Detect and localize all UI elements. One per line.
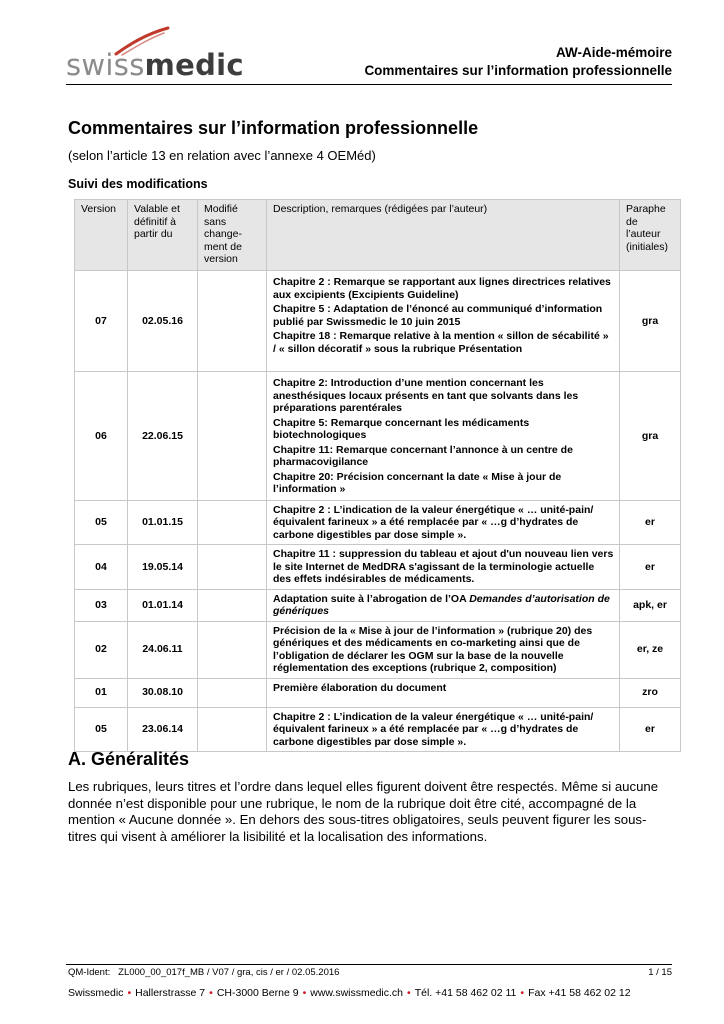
header-block (364, 44, 672, 80)
cell-date: 01.01.15 (128, 500, 198, 545)
table-row (75, 621, 681, 678)
cell-date: 02.05.16 (128, 271, 198, 372)
cell-modified (198, 372, 267, 501)
cell-modified (198, 589, 267, 621)
cell-version: 05 (75, 707, 128, 752)
cell-description (267, 271, 620, 372)
table-row (75, 271, 681, 372)
cell-description: Première élaboration du document (267, 678, 620, 707)
cell-modified (198, 271, 267, 372)
swissmedic-logo (66, 26, 246, 88)
footer-separator: • (407, 987, 411, 999)
cell-version: 04 (75, 545, 128, 590)
table-row (75, 678, 681, 707)
cell-paraphe: er, ze (620, 621, 681, 678)
footer-separator: • (520, 987, 525, 999)
cell-description: Précision de la « Mise à jour de l’information » (rubrique 20) des génériques et des médicaments en co-marketing ainsi que de l’obligation de déclarer les OGM sur la base de la nouvelle réglementation des exceptions (rubrique 2, composition) (267, 621, 620, 678)
cell-description: Chapitre 2 : L’indication de la valeur énergétique « … unité-pain/équivalent farineux » a été remplacée par « …g d’hydrates de carbone digestibles par dose simple ». (267, 500, 620, 545)
cell-date: 01.01.14 (128, 589, 198, 621)
cell-modified (198, 500, 267, 545)
section-label-modifications: Suivi des modifications (68, 177, 208, 191)
cell-date: 22.06.15 (128, 372, 198, 501)
table-row (75, 372, 681, 501)
cell-modified (198, 678, 267, 707)
cell-date: 19.05.14 (128, 545, 198, 590)
table-row (75, 545, 681, 590)
footer-separator: • (302, 987, 307, 999)
table-row (75, 500, 681, 545)
cell-paraphe: er (620, 500, 681, 545)
footer-qm-ident: QM-Ident: ZL000_00_017f_MB / V07 / gra, cis / er / 02.05.2016 (68, 967, 340, 978)
cell-description: Chapitre 11 : suppression du tableau et ajout d'un nouveau lien vers le site Internet de MedDRA s'agissant de la terminologie actuelle des effets indésirables de médicaments. (267, 545, 620, 590)
cell-description (267, 589, 620, 621)
footer-page-number: 1 / 15 (648, 967, 672, 978)
cell-paraphe: gra (620, 372, 681, 501)
header-description: Description, remarques (rédigées par l’auteur) (267, 200, 620, 271)
footer-phone: Tél. +41 58 462 02 11 (414, 987, 517, 999)
logo-medic-text: medic (144, 48, 244, 82)
footer-divider (66, 964, 672, 965)
logo-wordmark (66, 48, 244, 82)
cell-modified (198, 707, 267, 752)
cell-paraphe: er (620, 545, 681, 590)
description-line: Chapitre 11: Remarque concernant l’annonce à un centre de pharmacovigilance (273, 443, 573, 468)
header-paraphe: Paraphe de l’auteur (initiales) (620, 200, 681, 271)
modifications-table (74, 199, 681, 752)
description-line: Chapitre 2: Introduction d’une mention concernant les anesthésiques locaux présents en tant que solvants dans les préparations parentérales (273, 377, 579, 414)
footer-website-link[interactable]: www.swissmedic.ch (310, 987, 404, 999)
cell-paraphe: gra (620, 271, 681, 372)
description-line: Chapitre 20: Précision concernant la date « Mise à jour de l’information » (273, 470, 562, 495)
description-line: Chapitre 5 : Adaptation de l’énoncé au communiqué d’information publié par Swissmedic le 10 juin 2015 (273, 303, 603, 328)
page-subtitle: (selon l’article 13 en relation avec l’annexe 4 OEMéd) (68, 148, 376, 163)
table-row (75, 707, 681, 752)
cell-version: 01 (75, 678, 128, 707)
description-line: Chapitre 18 : Remarque relative à la mention « sillon de sécabilité » / « sillon décoratif » sous la rubrique Présentation (273, 330, 609, 355)
logo-swiss-text: swiss (66, 48, 145, 82)
description-text: Adaptation suite à l’abrogation de l’OA (273, 592, 470, 605)
section-a-title: A. Généralités (68, 749, 190, 769)
page-title: Commentaires sur l’information professionnelle (68, 118, 479, 138)
footer-separator: • (127, 987, 132, 999)
cell-version: 06 (75, 372, 128, 501)
footer-separator: • (209, 987, 213, 999)
header-version: Version (75, 200, 128, 271)
footer-address (68, 987, 631, 999)
cell-paraphe: apk, er (620, 589, 681, 621)
footer-city: CH-3000 Berne 9 (216, 987, 299, 999)
cell-description: Chapitre 2 : L’indication de la valeur énergétique « … unité-pain/équivalent farineux » a été remplacée par « …g d’hydrates de carbone digestibles par dose simple ». (267, 707, 620, 752)
cell-date: 24.06.11 (128, 621, 198, 678)
footer-street: Hallerstrasse 7 (135, 987, 206, 999)
cell-paraphe: er (620, 707, 681, 752)
header-doc-type: AW-Aide-mémoire (556, 45, 672, 60)
header-modified: Modifié sans change-ment de version (198, 200, 267, 271)
cell-version: 05 (75, 500, 128, 545)
description-line: Chapitre 2 : Remarque se rapportant aux lignes directrices relatives aux excipients (Excipients Guideline) (273, 276, 611, 301)
header-date: Valable et définitif à partir du (128, 200, 198, 271)
footer-org: Swissmedic (68, 987, 124, 999)
description-line: Chapitre 5: Remarque concernant les médicaments biotechnologiques (273, 416, 530, 441)
section-a-paragraph: Les rubriques, leurs titres et l’ordre dans lequel elles figurent doivent être respectés. Même si aucune donnée n’est disponible pour une rubrique, le nom de la rubrique doit être cité, accompagné de la mention « Aucune donnée ». En dehors des sous-titres obligatoires, seuls peuvent figurer les sous-titres qui visent à améliorer la lisibilité et la localisation des informations. (68, 779, 659, 844)
cell-date: 23.06.14 (128, 707, 198, 752)
cell-modified (198, 545, 267, 590)
header-divider (66, 84, 672, 85)
cell-paraphe: zro (620, 678, 681, 707)
cell-description (267, 372, 620, 501)
cell-version: 03 (75, 589, 128, 621)
description-italic-text: Demandes d’autorisation de génériques (273, 592, 610, 617)
header-doc-title: Commentaires sur l’information professionnelle (364, 63, 672, 78)
cell-date: 30.08.10 (128, 678, 198, 707)
cell-modified (198, 621, 267, 678)
footer-fax: Fax +41 58 462 02 12 (528, 987, 631, 999)
cell-version: 07 (75, 271, 128, 372)
cell-version: 02 (75, 621, 128, 678)
table-header-row (75, 200, 681, 271)
table-row (75, 589, 681, 621)
